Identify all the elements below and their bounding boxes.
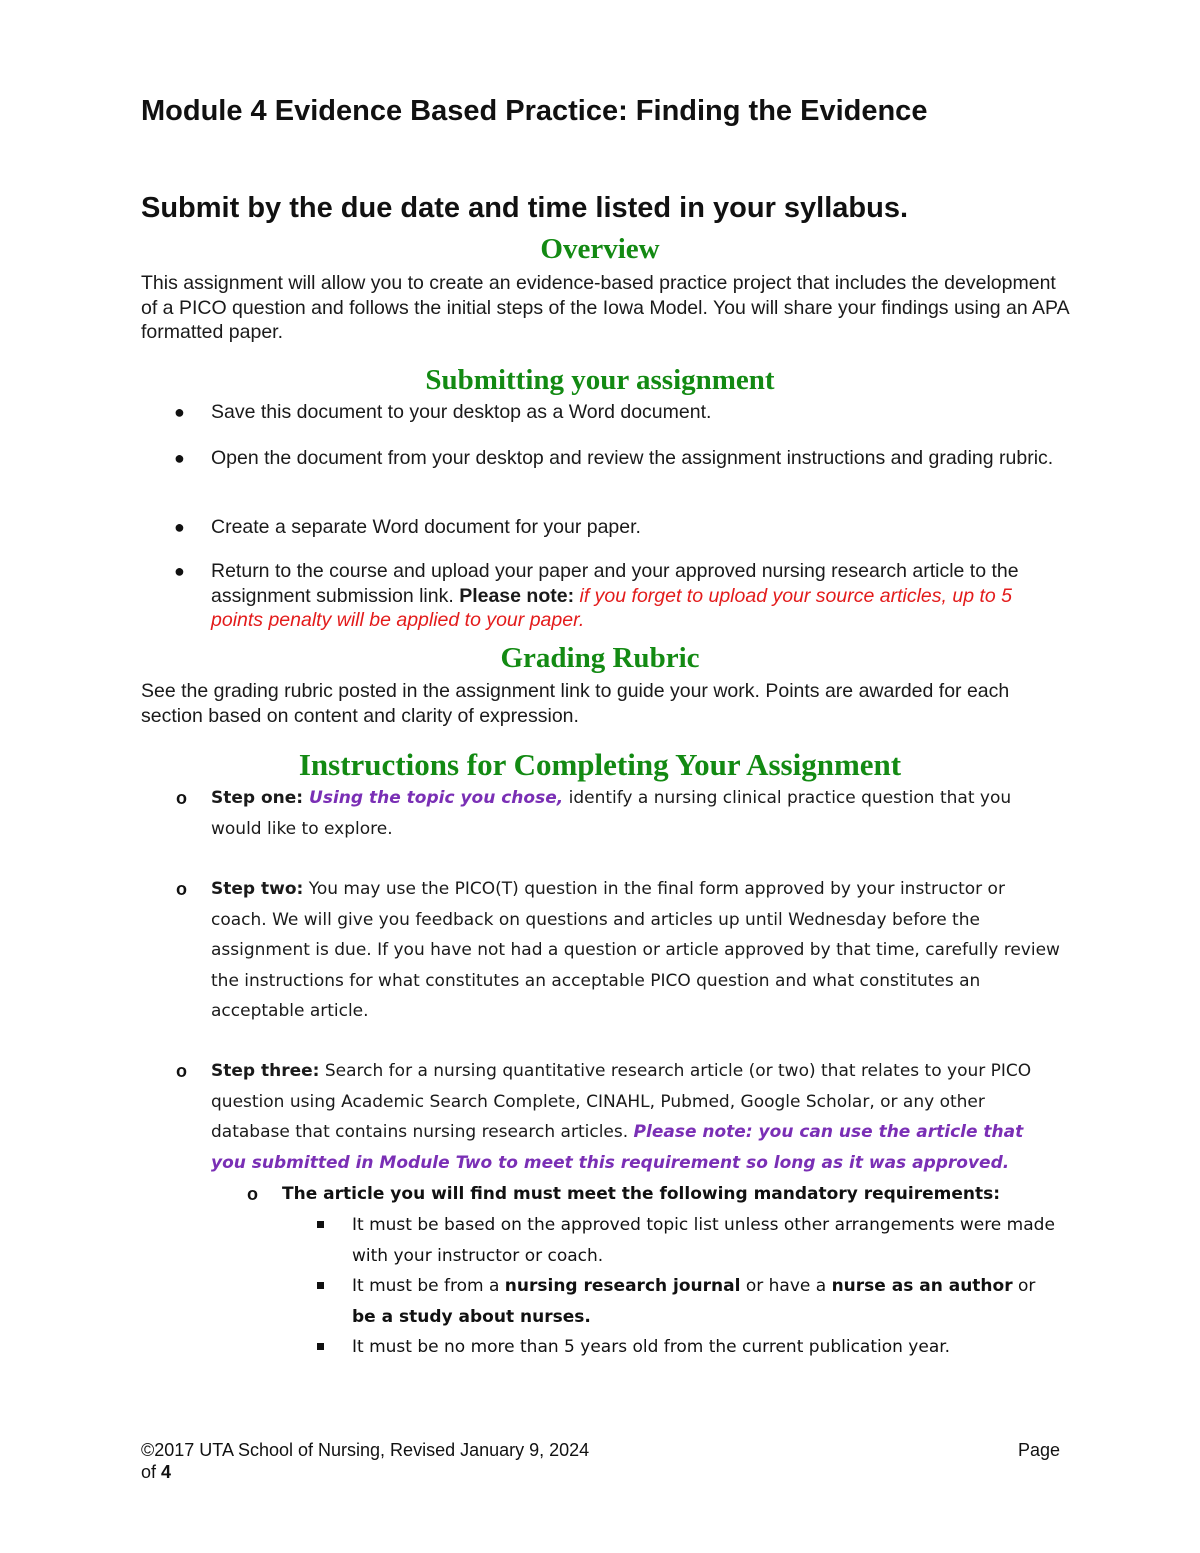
bullet-text (211, 559, 1061, 633)
bullet-text: Save this document to your desktop as a Word document. (211, 401, 712, 423)
rubric-heading: Grading Rubric (500, 642, 700, 674)
bullet-icon: ● (174, 448, 185, 468)
step-three-text (211, 1056, 1061, 1178)
bullet-icon: ● (174, 561, 185, 581)
penalty-note: if you forget to upload your source articles, up to 5 points penalty will be applied to your paper. (211, 584, 1012, 631)
step-marker: o (176, 879, 187, 899)
square-bullet-icon (317, 1221, 324, 1228)
overview-heading: Overview (540, 233, 660, 265)
step-three-note: Please note: you can use the article that you submitted in Module Two to meet this requirement so long as it was approved. (211, 1122, 1024, 1173)
square-bullet-icon (317, 1282, 324, 1289)
step-one-text (211, 783, 1061, 844)
step-label: Step three: (211, 1061, 320, 1081)
step-label: Step one: (211, 788, 304, 808)
req-part: or (1012, 1276, 1036, 1296)
bullet-icon: ● (174, 517, 185, 537)
step-one-body: identify a nursing clinical practice question that you would like to explore. (211, 788, 1012, 839)
step-three-body: Search for a nursing quantitative research article (or two) that relates to your PICO question using Academic Search Complete, CINAHL, Pubmed, Google Scholar, or any other database that contains nursing research articles. (211, 1061, 1032, 1142)
step-marker: o (176, 1061, 187, 1081)
footer-total-pages: 4 (161, 1462, 172, 1482)
requirement-text (352, 1271, 1062, 1332)
page-title: Module 4 Evidence Based Practice: Finding the Evidence (141, 95, 928, 127)
bullet-text: Open the document from your desktop and review the assignment instructions and grading rubric. (211, 447, 1054, 469)
requirement-text: It must be no more than 5 years old from the current publication year. (352, 1337, 951, 1357)
bullet-body: Return to the course and upload your paper and your approved nursing research article to the assignment submission link. (211, 560, 1019, 607)
req-part: or have a (740, 1276, 832, 1296)
footer-page-label: Page (1018, 1440, 1061, 1460)
rubric-text: See the grading rubric posted in the assignment link to guide your work. Points are awarded for each section based on content and clarity of expression. (141, 680, 1010, 727)
req-emphasis: be a study about nurses. (352, 1306, 591, 1327)
bullet-text: Create a separate Word document for your paper. (211, 516, 641, 538)
submitting-heading: Submitting your assignment (425, 364, 775, 396)
step-one-emphasis: Using the topic you chose, (303, 788, 564, 808)
page-subtitle: Submit by the due date and time listed in your syllabus. (141, 192, 909, 224)
bullet-icon: ● (174, 402, 185, 422)
note-label: Please note: (459, 584, 575, 607)
requirement-text: It must be based on the approved topic list unless other arrangements were made with your instructor or coach. (352, 1215, 1055, 1266)
instructions-heading: Instructions for Completing Your Assignment (298, 747, 902, 782)
req-part: It must be from a (352, 1276, 505, 1296)
req-emphasis: nursing research journal (504, 1276, 741, 1296)
sub-marker: o (247, 1184, 258, 1204)
footer-of: of (141, 1462, 162, 1482)
requirements-heading-text: The article you will find must meet the following mandatory requirements: (282, 1184, 1001, 1204)
step-marker: o (176, 788, 187, 808)
req-emphasis: nurse as an author (831, 1276, 1013, 1296)
step-two-body: You may use the PICO(T) question in the final form approved by your instructor or coach. We will give you feedback on questions and articles up until Wednesday before the assignment is due. If you have not had a question or article approved by that time, carefully review the instructions for what constitutes an acceptable PICO question and what constitutes an acceptable article. (211, 879, 1060, 1021)
square-bullet-icon (317, 1343, 324, 1350)
footer-copyright: ©2017 UTA School of Nursing, Revised January 9, 2024 (141, 1440, 590, 1460)
step-two-text (211, 874, 1061, 1027)
step-label: Step two: (211, 879, 304, 899)
overview-text: This assignment will allow you to create an evidence-based practice project that includes the development of a PICO question and follows the initial steps of the Iowa Model. You will share your findings using an APA formatted paper. (141, 272, 1069, 343)
footer-page-count (141, 1461, 171, 1483)
